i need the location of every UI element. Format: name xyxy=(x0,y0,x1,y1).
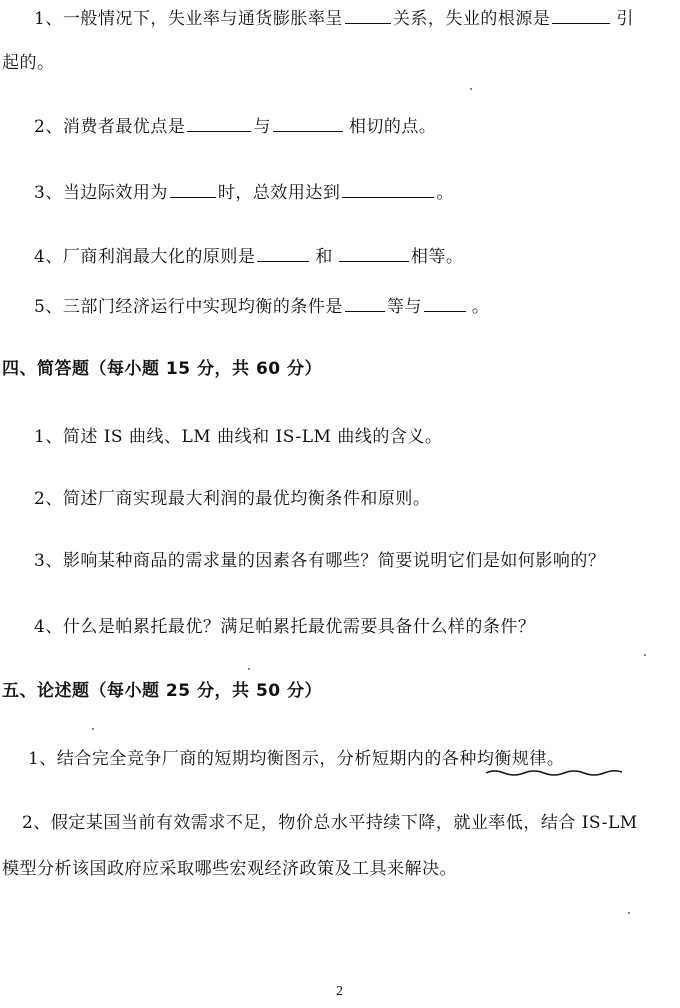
fill-q4-text-a: 4、厂商利润最大化的原则是 xyxy=(34,247,256,267)
page-number: 2 xyxy=(336,984,343,999)
fill-q2-blank-2 xyxy=(273,117,343,132)
fill-q5-blank-1 xyxy=(345,297,385,312)
fill-q5-text-b: 等与 xyxy=(386,297,422,317)
essay-heading-e: 分） xyxy=(287,681,323,701)
short-answer-item-2: 2、简述厂商实现最大利润的最优均衡条件和原则。 xyxy=(34,489,431,509)
fill-q1-text-b: 关系，失业的根源是 xyxy=(392,9,551,29)
essay-points-total: 50 xyxy=(255,681,281,701)
fill-q5-text-c: 。 xyxy=(471,297,490,317)
short-answer-item-4: 4、什么是帕累托最优？满足帕累托最优需要具备什么样的条件？ xyxy=(34,617,536,637)
fill-q4-blank-2 xyxy=(339,247,409,262)
fill-q5-text-a: 5、三部门经济运行中实现均衡的条件是 xyxy=(34,297,343,317)
fill-q1-blank-2 xyxy=(552,9,610,24)
fill-q2-blank-1 xyxy=(187,117,251,132)
fill-q1-text-a: 1、一般情况下，失业率与通货膨胀率呈 xyxy=(34,9,343,29)
fill-q3-blank-1 xyxy=(170,183,216,198)
fill-q3-text-b: 时，总效用达到 xyxy=(217,183,341,203)
wavy-underline xyxy=(484,768,624,778)
fill-q3-blank-2 xyxy=(342,183,434,198)
short-answer-points-total: 60 xyxy=(255,359,281,379)
essay-heading xyxy=(2,680,322,702)
fill-q1-text-d: 起的。 xyxy=(2,53,55,73)
scan-speck xyxy=(92,728,94,730)
essay-q1-text-a: 1、结合完全竞争厂商的短期均衡图示，分析短期内的 xyxy=(28,749,442,769)
fill-q4-blank-1 xyxy=(257,247,309,262)
fill-q3-text-a: 3、当边际效用为 xyxy=(34,183,168,203)
fill-q2-text-c: 相切的点。 xyxy=(348,117,437,137)
scan-speck xyxy=(470,88,472,90)
short-answer-heading-e: 分） xyxy=(287,359,323,379)
essay-q1-text-c: 。 xyxy=(546,749,565,769)
essay-q1 xyxy=(28,748,564,770)
fill-q2 xyxy=(34,116,436,138)
fill-q2-text-b: 与 xyxy=(253,117,271,137)
fill-q4-text-b: 和 xyxy=(315,247,333,267)
fill-q3-text-c: 。 xyxy=(436,183,454,203)
essay-heading-a: 五、论述题（每小题 xyxy=(2,681,160,701)
fill-q5 xyxy=(34,296,489,318)
fill-q1-line2 xyxy=(2,52,55,74)
fill-q1-blank-1 xyxy=(345,9,391,24)
scan-speck xyxy=(248,668,250,670)
fill-q1-line1 xyxy=(34,8,634,30)
fill-q4-text-c: 相等。 xyxy=(410,247,464,267)
short-answer-item-3: 3、影响某种商品的需求量的因素各有哪些？简要说明它们是如何影响的？ xyxy=(34,551,606,571)
short-answer-heading-a: 四、简答题（每小题 xyxy=(2,359,160,379)
essay-q1-underlined: 各种均衡规律 xyxy=(441,749,547,769)
fill-q1-text-c: 引 xyxy=(616,9,634,29)
essay-points-each: 25 xyxy=(165,681,191,701)
fill-q5-blank-2 xyxy=(424,297,466,312)
fill-q2-text-a: 2、消费者最优点是 xyxy=(34,117,186,137)
essay-q2-line2: 模型分析该国政府应采取哪些宏观经济政策及工具来解决。 xyxy=(2,859,457,879)
short-answer-heading-c: 分，共 xyxy=(197,359,250,379)
scan-speck xyxy=(644,654,646,656)
scan-speck xyxy=(628,912,630,914)
fill-q4 xyxy=(34,246,463,268)
short-answer-item-1: 1、简述 IS 曲线、LM 曲线和 IS-LM 曲线的含义。 xyxy=(34,427,443,447)
short-answer-heading xyxy=(2,358,322,380)
short-answer-points-each: 15 xyxy=(165,359,191,379)
essay-q2-line1: 2、假定某国当前有效需求不足，物价总水平持续下降，就业率低，结合 IS-LM xyxy=(22,813,638,833)
fill-q3 xyxy=(34,182,454,204)
essay-heading-c: 分，共 xyxy=(197,681,250,701)
